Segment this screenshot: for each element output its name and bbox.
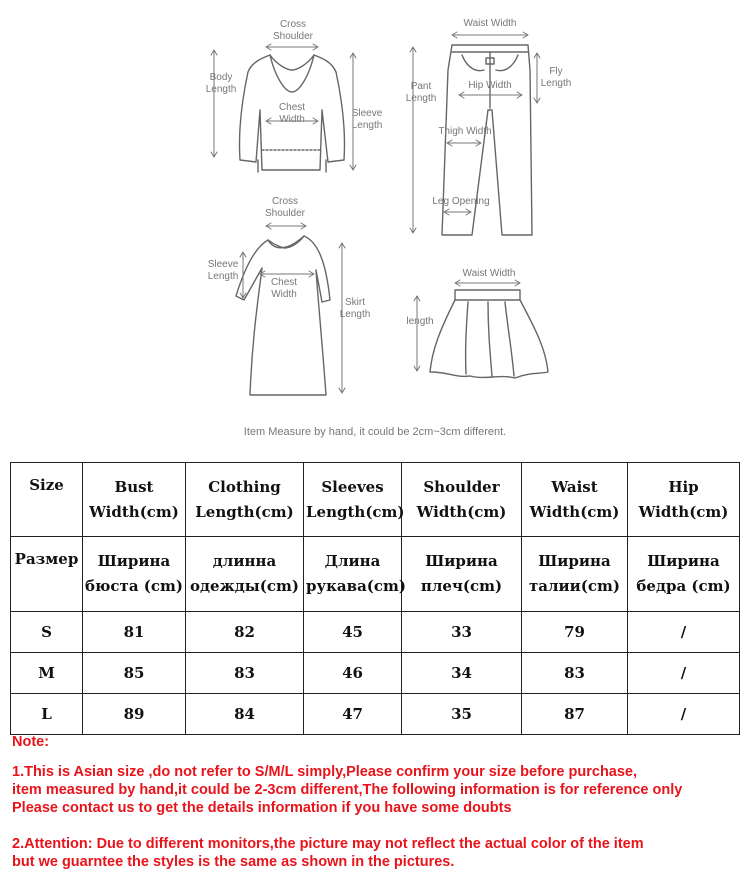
shoulder-cell: 34 <box>402 653 522 694</box>
header-line: Length(cm) <box>195 502 294 521</box>
header-line: Width(cm) <box>638 502 729 521</box>
sleeve-cell: 46 <box>304 653 402 694</box>
length-cell: 83 <box>186 653 304 694</box>
header-cell <box>186 463 304 537</box>
note-2-line-1: 2.Attention: Due to different monitors,the picture may not reflect the actual color of the item <box>12 836 644 852</box>
dress-cross-shoulder-label: Cross Shoulder <box>264 196 306 219</box>
header-line: плеч(cm) <box>420 577 503 595</box>
header-line: Width(cm) <box>529 502 620 521</box>
bust-cell: 81 <box>83 612 186 653</box>
header-line: бедра (cm) <box>636 577 731 595</box>
pants-thigh-width-label: Thigh Width <box>438 126 492 137</box>
top-body-length-label: Body Length <box>205 72 237 95</box>
skirt-length-label: length <box>406 316 434 327</box>
header-cell <box>11 463 83 537</box>
note-1-line-2: item measured by hand,it could be 2-3cm different,The following information is for reference only <box>12 782 683 798</box>
waist-cell: 87 <box>522 694 628 735</box>
sleeve-cell: 47 <box>304 694 402 735</box>
header-line: талии(cm) <box>528 577 621 595</box>
header-cell <box>304 463 405 537</box>
table-row-l <box>11 694 740 735</box>
sleeve-cell: 45 <box>304 612 402 653</box>
header-cell <box>402 537 522 612</box>
length-cell: 84 <box>186 694 304 735</box>
header-line: Sleeves <box>321 477 384 496</box>
pants-hip-width-label: Hip Width <box>468 80 512 91</box>
header-cell <box>628 463 740 537</box>
header-line: Ширина <box>538 552 611 570</box>
header-cell <box>83 537 186 612</box>
note-1-line-3: Please contact us to get the details information if you have some doubts <box>12 800 512 816</box>
shoulder-cell: 35 <box>402 694 522 735</box>
header-cell <box>11 537 83 612</box>
notes-section <box>12 733 742 871</box>
header-line: длинна <box>212 552 277 570</box>
header-line: Размер <box>14 550 79 568</box>
hip-cell: / <box>628 653 740 694</box>
size-cell: L <box>11 694 83 735</box>
header-cell <box>186 537 304 612</box>
skirt-waist-width-label: Waist Width <box>462 268 516 279</box>
table-row-m <box>11 653 740 694</box>
skirt-illustration <box>430 290 548 378</box>
pants-fly-length-label: Fly Length <box>540 66 572 89</box>
header-line: Width(cm) <box>416 502 507 521</box>
waist-cell: 83 <box>522 653 628 694</box>
header-line: Ширина <box>97 552 171 570</box>
size-cell: M <box>11 653 83 694</box>
header-row-english <box>11 463 740 537</box>
note-1-line-1: 1.This is Asian size ,do not refer to S/M/L simply,Please confirm your size before purchase, <box>12 764 638 780</box>
header-cell <box>628 537 740 612</box>
shoulder-cell: 33 <box>402 612 522 653</box>
header-line: Length(cm) <box>306 502 405 521</box>
header-line: бюста (cm) <box>85 577 183 595</box>
header-line: Hip <box>668 477 699 496</box>
header-cell <box>402 463 522 537</box>
hip-cell: / <box>628 612 740 653</box>
dress-sleeve-length-label: Sleeve Length <box>207 259 239 282</box>
measure-caption: Item Measure by hand, it could be 2cm~3cm different. <box>243 426 507 438</box>
size-cell: S <box>11 612 83 653</box>
header-line: одежды(cm) <box>190 577 299 595</box>
header-line: рукава(cm) <box>306 577 406 595</box>
header-line: Ширина <box>425 552 498 570</box>
waist-cell: 79 <box>522 612 628 653</box>
header-line: Shoulder <box>423 477 500 496</box>
top-chest-width-label: Chest Width <box>278 102 306 125</box>
header-cell <box>522 463 628 537</box>
header-line: Ширина <box>647 552 720 570</box>
header-line: Size <box>29 476 64 494</box>
note-title: Note: <box>12 734 50 750</box>
length-cell: 82 <box>186 612 304 653</box>
dress-chest-width-label: Chest Width <box>270 277 298 300</box>
header-line: Waist <box>551 477 598 496</box>
header-cell <box>304 537 406 612</box>
dress-skirt-length-label: Skirt Length <box>339 297 371 320</box>
pants-length-label: Pant Length <box>405 81 437 104</box>
table-row-s <box>11 612 740 653</box>
header-line: Bust <box>114 477 154 496</box>
header-row-russian <box>11 537 740 612</box>
pants-leg-opening-label: Leg Opening <box>432 196 490 207</box>
bust-cell: 85 <box>83 653 186 694</box>
bust-cell: 89 <box>83 694 186 735</box>
size-chart-table <box>10 462 740 735</box>
top-cross-shoulder-label: Cross Shoulder <box>272 19 314 42</box>
hip-cell: / <box>628 694 740 735</box>
header-line: Clothing <box>208 477 281 496</box>
header-cell <box>522 537 628 612</box>
dress-illustration <box>236 236 330 395</box>
top-sleeve-length-label: Sleeve Length <box>351 108 383 131</box>
note-2-line-2: but we guarntee the styles is the same as shown in the pictures. <box>12 854 455 870</box>
pants-waist-width-label: Waist Width <box>463 18 517 29</box>
header-line: Длина <box>324 552 381 570</box>
header-line: Width(cm) <box>89 502 179 521</box>
header-cell <box>83 463 186 537</box>
